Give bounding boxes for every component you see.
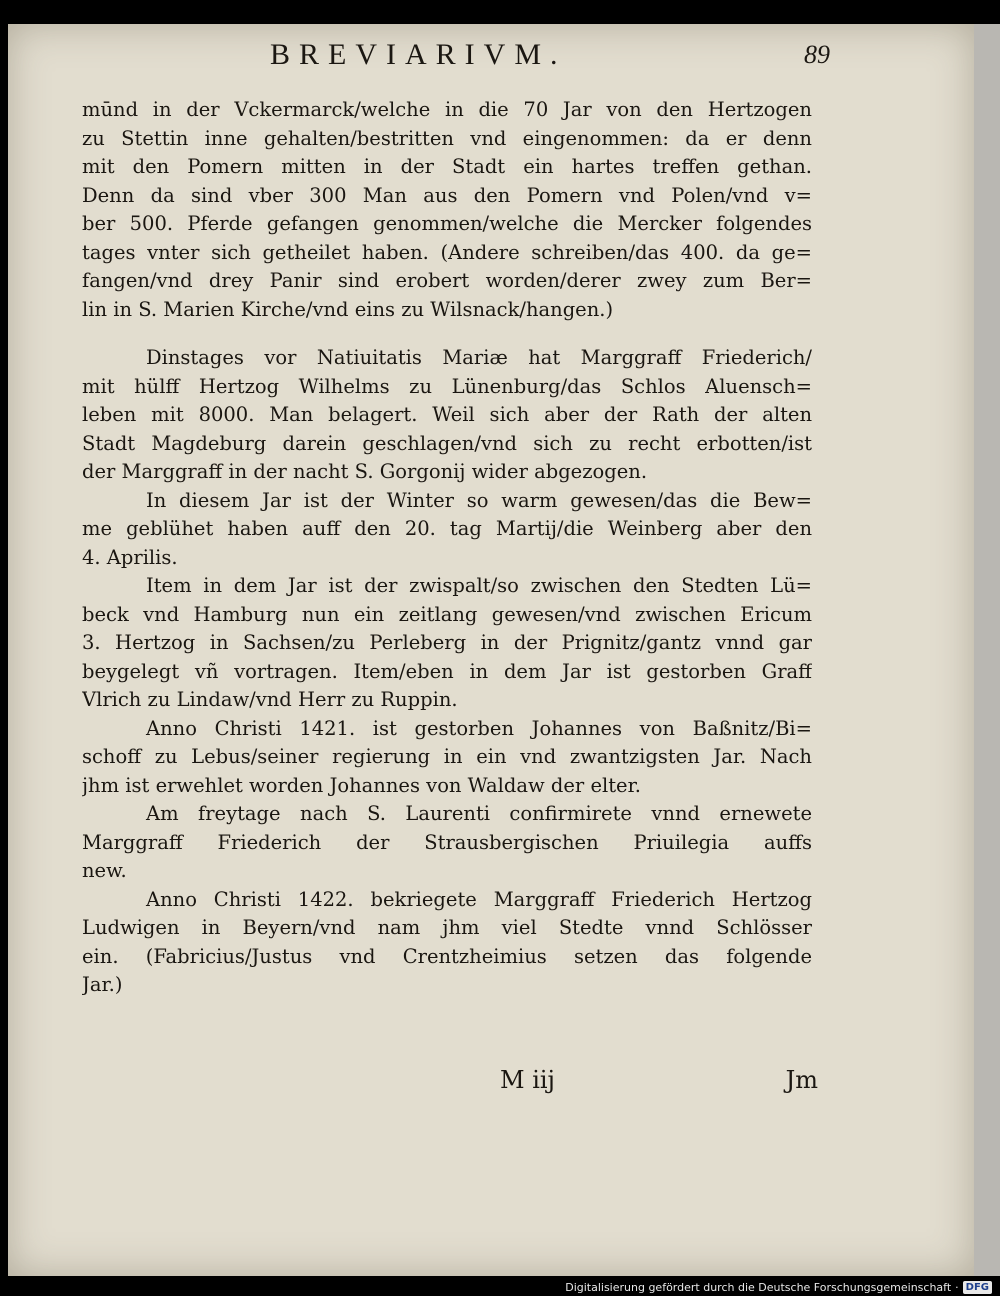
text-line: me geblühet haben auff den 20. tag Martij/die Weinberg aber den	[82, 517, 812, 540]
text-line: mit den Pomern mitten in der Stadt ein hartes treffen gethan.	[82, 155, 812, 178]
running-head: BREVIARIVM.	[270, 38, 567, 71]
folio-number: 89	[804, 40, 830, 69]
text-line: schoff zu Lebus/seiner regierung in ein vnd zwantzigsten Jar. Nach	[82, 745, 812, 768]
text-line: tages vnter sich getheilet haben. (Andere schreiben/das 400. da ge=	[82, 240, 812, 264]
text-line: ein. (Fabricius/Justus vnd Crentzheimius setzen das folgende	[82, 944, 812, 968]
text-line: Item in dem Jar ist der zwispalt/so zwischen den Stedten Lü=	[146, 574, 812, 597]
text-line: der Marggraff in der nacht S. Gorgonij wider abgezogen.	[82, 460, 648, 483]
text-line: mit hülff Hertzog Wilhelms zu Lünenburg/das Schlos Aluensch=	[82, 374, 812, 398]
digitization-credit: Digitalisierung gefördert durch die Deutsche Forschungsgemeinschaft · DFG	[565, 1279, 992, 1295]
text-line: zu Stettin inne gehalten/bestritten vnd eingenommen: da er denn	[82, 126, 812, 150]
text-line: Vlrich zu Lindaw/vnd Herr zu Ruppin.	[82, 688, 458, 711]
text-line: 4. Aprilis.	[82, 545, 178, 569]
catchword: Jm	[785, 1066, 818, 1094]
credit-text: Digitalisierung gefördert durch die Deutsche Forschungsgemeinschaft	[565, 1280, 952, 1294]
text-line: Anno Christi 1422. bekriegete Marggraff Friederich Hertzog	[146, 887, 812, 911]
text-line: beck vnd Hamburg nun ein zeitlang gewesen/vnd zwischen Ericum	[82, 602, 812, 626]
dfg-logo-icon: DFG	[963, 1281, 992, 1294]
paragraph-gap	[82, 324, 812, 344]
text-line: Ludwigen in Beyern/vnd nam jhm viel Stedte vnnd Schlösser	[82, 916, 812, 939]
text-line: mūnd in der Vckermarck/welche in die 70 Jar von den Hertzogen	[82, 98, 812, 121]
text-line: fangen/vnd drey Panir sind erobert worden/derer zwey zum Ber=	[82, 269, 812, 292]
text-line: lin in S. Marien Kirche/vnd eins zu Wilsnack/hangen.)	[82, 297, 614, 321]
text-line: Denn da sind vber 300 Man aus den Pomern vnd Polen/vnd v=	[82, 183, 812, 207]
scan-margin-strip	[974, 24, 1000, 1276]
text-line: Anno Christi 1421. ist gestorben Johannes von Baßnitz/Bi=	[146, 716, 812, 740]
text-line: jhm ist erwehlet worden Johannes von Waldaw der elter.	[82, 773, 641, 797]
text-line: Dinstages vor Natiuitatis Mariæ hat Marggraff Friederich/	[146, 346, 812, 369]
text-line: 3. Hertzog in Sachsen/zu Perleberg in der Prignitz/gantz vnnd gar	[82, 631, 812, 654]
text-line: Marggraff Friederich der Strausbergischen Priuilegia auffs	[82, 830, 812, 854]
text-line: beygelegt vñ vortragen. Item/eben in dem Jar ist gestorben Graff	[82, 659, 812, 683]
page-footer-marks	[82, 1064, 818, 1104]
text-line: ber 500. Pferde gefangen genommen/welche die Mercker folgendes	[82, 212, 812, 235]
text-line: new.	[82, 859, 127, 882]
body-text	[82, 96, 812, 1000]
text-line: Jar.)	[82, 973, 123, 996]
text-line: Am freytage nach S. Laurenti confirmirete vnnd ernewete	[146, 802, 812, 825]
page-header	[130, 38, 830, 78]
text-line: Stadt Magdeburg darein geschlagen/vnd sich zu recht erbotten/ist	[82, 431, 812, 455]
text-line: In diesem Jar ist der Winter so warm gewesen/das die Bew=	[146, 488, 812, 512]
text-line: leben mit 8000. Man belagert. Weil sich aber der Rath der alten	[82, 403, 812, 426]
signature-mark: M iij	[500, 1066, 555, 1094]
